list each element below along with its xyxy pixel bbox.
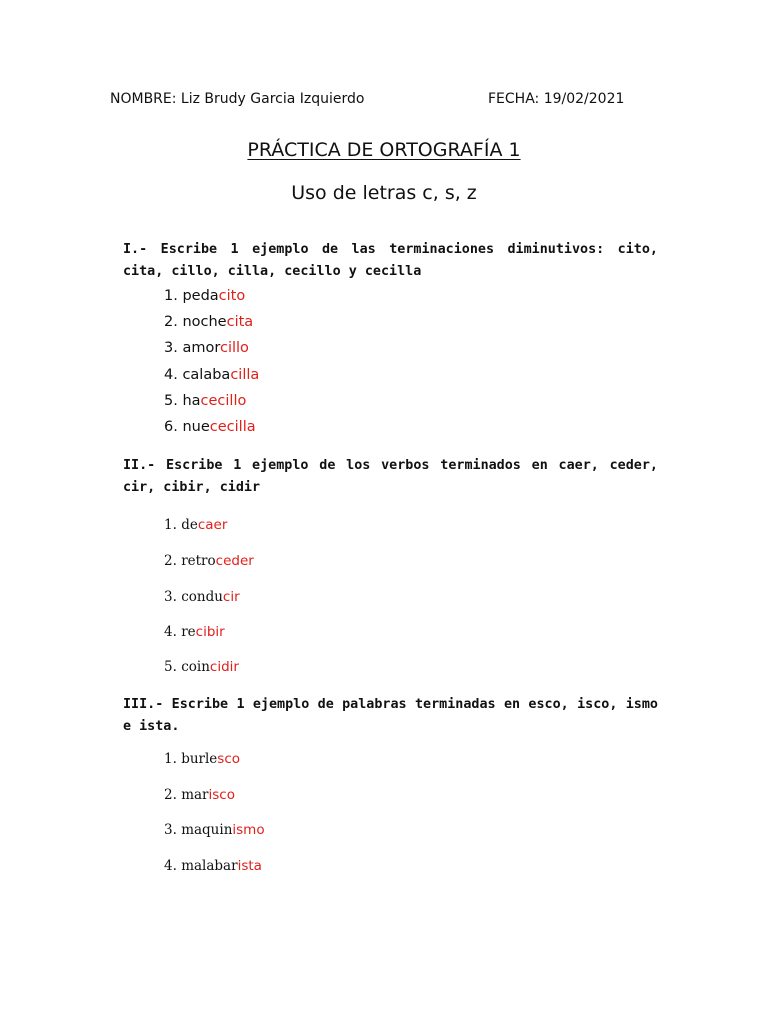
list-item xyxy=(164,517,227,533)
item-stem: de xyxy=(181,517,198,533)
section-1-instruction: I.- Escribe 1 ejemplo de las terminaciones diminutivos: cito, cita, cillo, cilla, cecillo y cecilla xyxy=(123,242,658,279)
student-name: NOMBRE: Liz Brudy Garcia Izquierdo xyxy=(110,91,365,107)
item-ending: cita xyxy=(226,314,254,330)
item-number: 2. xyxy=(164,553,177,569)
item-stem: nue xyxy=(182,419,210,435)
item-stem: peda xyxy=(182,288,219,304)
item-ending: cecillo xyxy=(200,393,247,409)
section-3-instruction: III.- Escribe 1 ejemplo de palabras terminadas en esco, isco, ismo e ista. xyxy=(123,697,658,734)
item-number: 1. xyxy=(164,288,178,304)
document-header xyxy=(110,91,670,113)
item-stem: mar xyxy=(181,787,209,803)
item-ending: cillo xyxy=(219,340,249,356)
item-stem: calaba xyxy=(182,367,231,383)
item-ending: cir xyxy=(222,589,240,605)
item-ending: cito xyxy=(218,288,246,304)
item-number: 2. xyxy=(164,787,177,803)
item-ending: cilla xyxy=(230,367,260,383)
page-subtitle: Uso de letras c, s, z xyxy=(291,182,477,204)
item-ending: ceder xyxy=(215,553,254,569)
item-number: 3. xyxy=(164,822,177,838)
item-stem: ha xyxy=(182,393,201,409)
list-item xyxy=(164,288,245,304)
item-number: 1. xyxy=(164,517,177,533)
item-number: 6. xyxy=(164,419,178,435)
item-ending: sco xyxy=(217,751,241,767)
item-number: 4. xyxy=(164,624,177,640)
list-item xyxy=(164,751,240,767)
item-number: 5. xyxy=(164,393,178,409)
list-item xyxy=(164,419,256,435)
item-ending: caer xyxy=(197,517,228,533)
list-item xyxy=(164,787,235,803)
item-stem: burle xyxy=(181,751,218,767)
item-ending: isco xyxy=(208,787,235,803)
list-item xyxy=(164,659,239,675)
item-number: 4. xyxy=(164,858,177,874)
item-stem: malabar xyxy=(181,858,238,874)
item-number: 5. xyxy=(164,659,177,675)
item-ending: cidir xyxy=(209,659,239,675)
document-date: FECHA: 19/02/2021 xyxy=(488,91,625,107)
list-item xyxy=(164,624,225,640)
item-number: 3. xyxy=(164,340,178,356)
item-stem: maquin xyxy=(181,822,233,838)
item-stem: retro xyxy=(181,553,216,569)
list-item xyxy=(164,314,253,330)
item-stem: condu xyxy=(181,589,223,605)
item-stem: coin xyxy=(181,659,210,675)
list-item xyxy=(164,858,262,874)
list-item xyxy=(164,367,259,383)
item-number: 4. xyxy=(164,367,178,383)
item-ending: cibir xyxy=(195,624,225,640)
item-stem: amor xyxy=(182,340,220,356)
item-stem: noche xyxy=(182,314,227,330)
list-item xyxy=(164,589,240,605)
item-number: 1. xyxy=(164,751,177,767)
section-2-instruction: II.- Escribe 1 ejemplo de los verbos terminados en caer, ceder, cir, cibir, cidir xyxy=(123,458,658,495)
item-ending: ismo xyxy=(232,822,265,838)
item-number: 2. xyxy=(164,314,178,330)
list-item xyxy=(164,393,246,409)
item-ending: cecilla xyxy=(209,419,256,435)
item-ending: ista xyxy=(237,858,262,874)
item-number: 3. xyxy=(164,589,177,605)
page-title: PRÁCTICA DE ORTOGRAFÍA 1 xyxy=(247,139,521,161)
list-item xyxy=(164,553,254,569)
list-item xyxy=(164,822,265,838)
list-item xyxy=(164,340,249,356)
item-stem: re xyxy=(181,624,196,640)
